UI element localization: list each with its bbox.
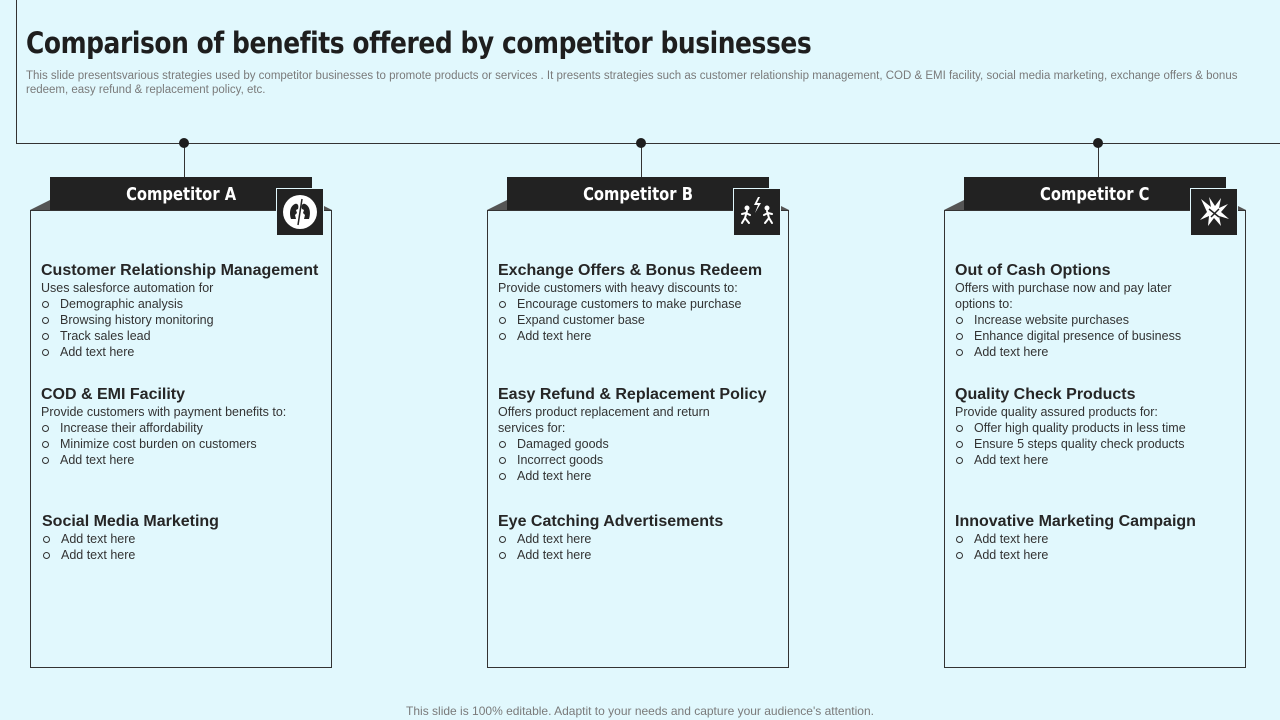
list-item: Add text here	[498, 468, 783, 484]
competition-icon	[733, 188, 781, 236]
connector-stem	[1098, 143, 1099, 177]
connector-dot	[1093, 138, 1103, 148]
list-item: Add text here	[955, 452, 1240, 468]
section-quality-check	[955, 386, 1240, 468]
list-item: Add text here	[955, 344, 1240, 360]
list-item: Add text here	[498, 531, 783, 547]
card-header	[50, 177, 312, 210]
section-desc: Offers product replacement and return services for:	[498, 405, 710, 435]
header-wing-left	[944, 200, 964, 210]
section-advertisements	[498, 513, 783, 563]
section-desc: Provide quality assured products for:	[955, 405, 1158, 419]
list-item: Add text here	[41, 452, 326, 468]
header-wing-left	[30, 200, 50, 210]
card-body	[944, 210, 1246, 668]
section-title: Exchange Offers & Bonus Redeem	[498, 262, 763, 279]
section-title: Customer Relationship Management	[41, 262, 319, 279]
section-title: Eye Catching Advertisements	[498, 513, 724, 530]
section-refund-policy	[498, 386, 783, 484]
section-cod-emi	[41, 386, 326, 468]
section-social-media	[42, 513, 327, 563]
connector-stem	[641, 143, 642, 177]
frame-line-vertical	[16, 0, 17, 143]
list-item: Damaged goods	[498, 436, 783, 452]
list-item: Encourage customers to make purchase	[498, 296, 783, 312]
section-cash-options	[955, 262, 1240, 360]
header-wing-left	[487, 200, 507, 210]
list-item: Add text here	[41, 344, 326, 360]
list-item: Track sales lead	[41, 328, 326, 344]
card-header	[507, 177, 769, 210]
section-title: Out of Cash Options	[955, 262, 1111, 279]
card-body	[487, 210, 789, 668]
list-item: Enhance digital presence of business	[955, 328, 1240, 344]
section-title: Quality Check Products	[955, 386, 1136, 403]
page-subtitle: This slide presentsvarious strategies used by competitor businesses to promote products or services . It presents strategies such as customer relationship management, COD & EMI facility, social media marketing, exchange offers & bonus redeem, easy refund & replacement policy, etc.	[26, 70, 1238, 96]
list-item: Add text here	[955, 547, 1240, 563]
page-title: Comparison of benefits offered by competitor businesses	[26, 26, 812, 60]
list-item: Add text here	[498, 547, 783, 563]
list-item: Add text here	[498, 328, 783, 344]
card-body	[30, 210, 332, 668]
competitor-card-c	[944, 177, 1246, 668]
frame-line-horizontal	[16, 143, 1280, 144]
section-title: Social Media Marketing	[42, 513, 219, 530]
list-item: Increase their affordability	[41, 420, 326, 436]
section-marketing-campaign	[955, 513, 1240, 563]
section-crm	[41, 262, 326, 360]
list-item: Add text here	[955, 531, 1240, 547]
burst-icon	[1190, 188, 1238, 236]
list-item: Minimize cost burden on customers	[41, 436, 326, 452]
section-title: Innovative Marketing Campaign	[955, 513, 1196, 530]
section-desc: Offers with purchase now and pay later options to:	[955, 281, 1172, 311]
section-title: COD & EMI Facility	[41, 386, 186, 403]
connector-dot	[179, 138, 189, 148]
competitor-name: Competitor A	[125, 184, 237, 205]
section-title: Easy Refund & Replacement Policy	[498, 386, 767, 403]
heads-icon	[276, 188, 324, 236]
footer-note: This slide is 100% editable. Adaptit to your needs and capture your audience's attention.	[406, 704, 874, 718]
list-item: Offer high quality products in less time	[955, 420, 1240, 436]
competitor-name: Competitor C	[1040, 184, 1150, 205]
section-exchange-offers	[498, 262, 783, 344]
connector-dot	[636, 138, 646, 148]
competitor-card-a	[30, 177, 332, 668]
card-header	[964, 177, 1226, 210]
list-item: Incorrect goods	[498, 452, 783, 468]
section-desc: Provide customers with heavy discounts to:	[498, 281, 738, 295]
connector-stem	[184, 143, 185, 177]
section-desc: Provide customers with payment benefits to:	[41, 405, 287, 419]
list-item: Ensure 5 steps quality check products	[955, 436, 1240, 452]
list-item: Increase website purchases	[955, 312, 1240, 328]
list-item: Add text here	[42, 547, 327, 563]
list-item: Browsing history monitoring	[41, 312, 326, 328]
list-item: Demographic analysis	[41, 296, 326, 312]
section-desc: Uses salesforce automation for	[41, 281, 214, 295]
competitor-card-b	[487, 177, 789, 668]
list-item: Add text here	[42, 531, 327, 547]
list-item: Expand customer base	[498, 312, 783, 328]
competitor-name: Competitor B	[583, 184, 693, 205]
